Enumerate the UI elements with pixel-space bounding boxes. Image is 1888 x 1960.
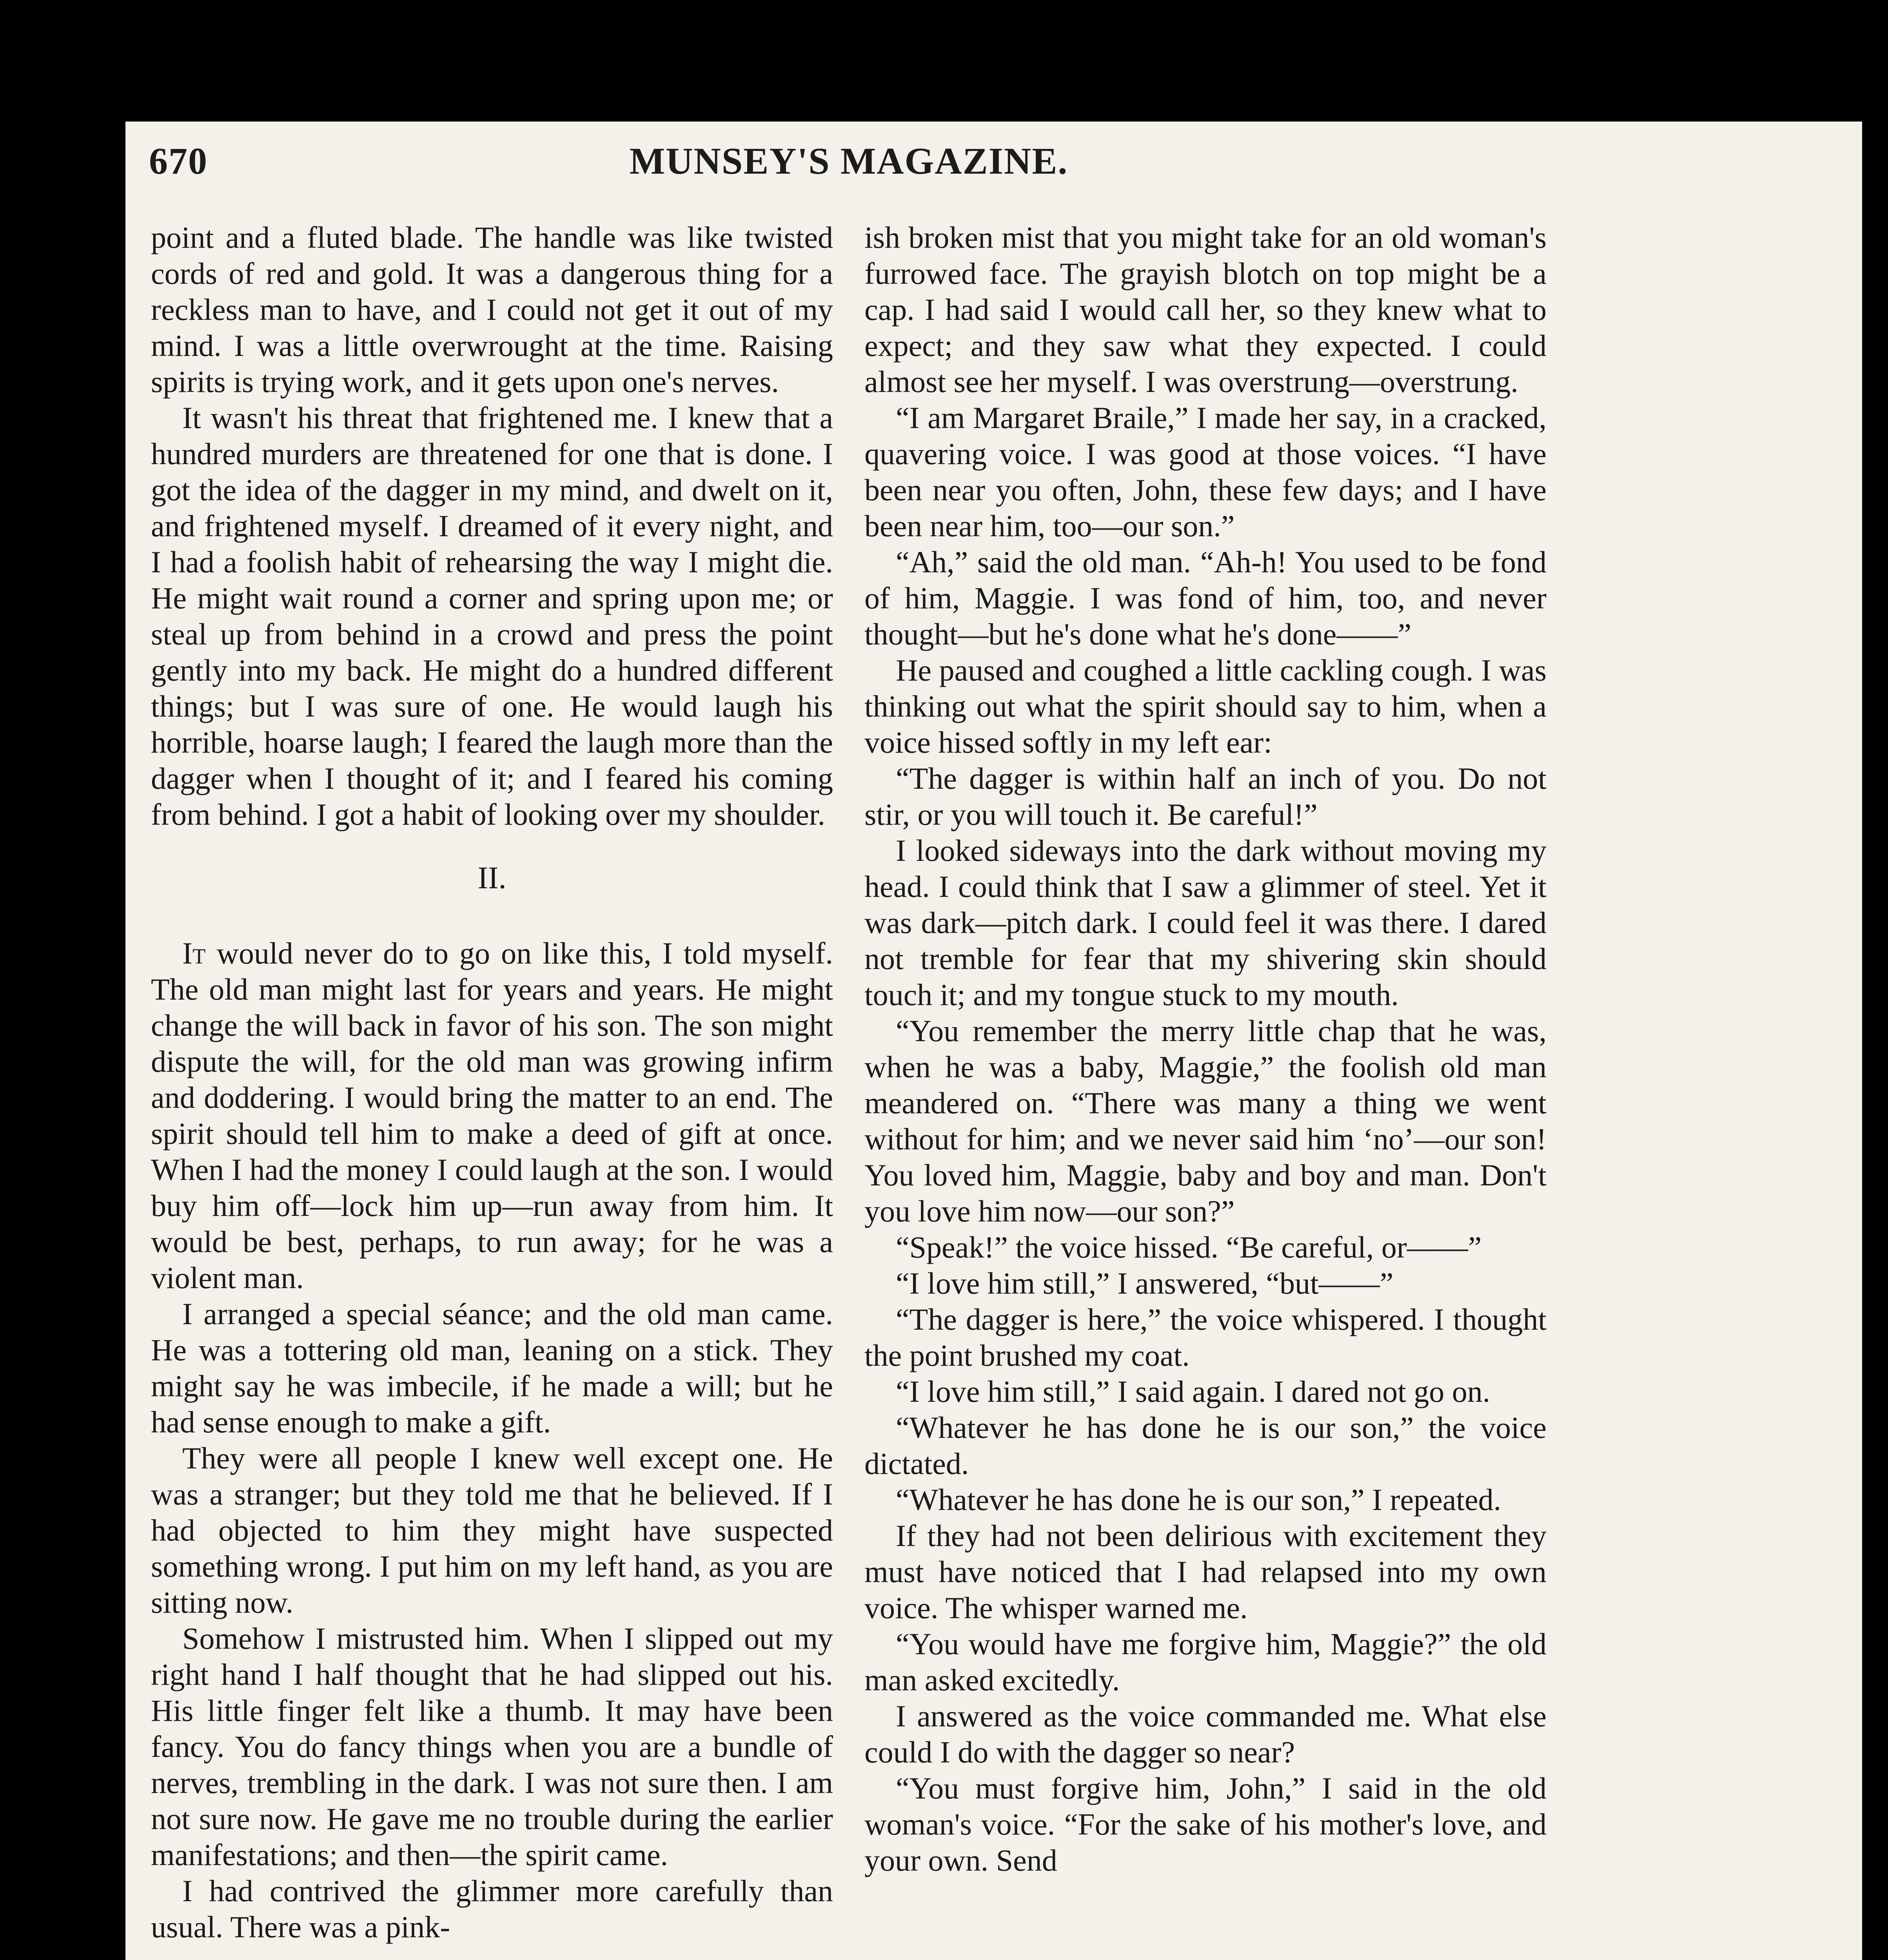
paragraph: “You remember the merry little chap that he was, when he was a baby, Maggie,” the foolish old man meandered on. “There was many a thing we went without for him; and we never said him ‘no’—our son! You loved him, Maggie, baby and boy and man. Don't you love him now—our son?” [864,1014,1547,1228]
paragraph: He paused and coughed a little cackling cough. I was thinking out what the spirit should say to him, when a voice hissed softly in my left ear: [864,653,1547,759]
paragraph: “The dagger is within half an inch of you. Do not stir, or you will touch it. Be careful!” [864,761,1547,831]
paragraph: Somehow I mistrusted him. When I slipped out my right hand I half thought that he had slipped out his. His little finger felt like a thumb. It may have been fancy. You do fancy things when you are a bundle of nerves, trembling in the dark. I was not sure then. I am not sure now. He gave me no trouble during the earlier manifestations; and then—the spirit came. [151,1621,833,1872]
section-heading: II. [477,861,506,895]
left-column [151,220,833,1945]
paragraph: I answered as the voice commanded me. What else could I do with the dagger so near? [864,1699,1547,1769]
paragraph: “Ah,” said the old man. “Ah-h! You used to be fond of him, Maggie. I was fond of him, too, and never thought—but he's done what he's done——” [864,545,1547,651]
paragraph: I looked sideways into the dark without moving my head. I could think that I saw a glimmer of steel. Yet it was dark—pitch dark. I could feel it was there. I dared not tremble for fear that my shivering skin should touch it; and my tongue stuck to my mouth. [864,833,1547,1012]
paragraph: “You would have me forgive him, Maggie?” the old man asked excitedly. [864,1627,1547,1697]
paragraph: “You must forgive him, John,” I said in the old woman's voice. “For the sake of his mother's love, and your own. Send [864,1771,1547,1877]
page-number: 670 [149,140,208,182]
section-opening-paragraph [151,935,833,1296]
paragraph: ish broken mist that you might take for an old woman's furrowed face. The grayish blotch on top might be a cap. I had said I would call her, so they knew what to expect; and they saw what they expected. I could almost see her myself. I was overstrung—overstrung. [864,220,1547,399]
paragraph: point and a fluted blade. The handle was like twisted cords of red and gold. It was a dangerous thing for a reckless man to have, and I could not get it out of my mind. I was a little overwrought at the time. Raising spirits is trying work, and it gets upon one's nerves. [151,220,833,399]
paragraph: They were all people I knew well except one. He was a stranger; but they told me that he believed. If I had objected to him they might have suspected something wrong. I put him on my left hand, as you are sitting now. [151,1441,833,1619]
paragraph: “Whatever he has done he is our son,” the voice dictated. [864,1410,1547,1481]
page-header [149,139,1549,206]
paragraph: “Speak!” the voice hissed. “Be careful, or——” [896,1230,1482,1264]
paragraph: I had contrived the glimmer more carefully than usual. There was a pink- [151,1874,833,1944]
paragraph: “The dagger is here,” the voice whispered. I thought the point brushed my coat. [864,1302,1547,1372]
drop-word: It [182,936,206,970]
paragraph: “I am Margaret Braile,” I made her say, in a cracked, quavering voice. I was good at those voices. “I have been near you often, John, these few days; and I have been near him, too—our son.” [864,401,1547,543]
right-column [864,220,1547,1878]
paragraph: It wasn't his threat that frightened me. I knew that a hundred murders are threatened for one that is done. I got the idea of the dagger in my mind, and dwelt on it, and frightened myself. I dreamed of it every night, and I had a foolish habit of rehearsing the way I might die. He might wait round a corner and spring upon me; or steal up from behind in a crowd and press the point gently into my back. He might do a hundred different things; but I was sure of one. He would laugh his horrible, hoarse laugh; I feared the laugh more than the dagger when I thought of it; and I feared his coming from behind. I got a habit of looking over my shoulder. [151,401,833,831]
paragraph: I arranged a special séance; and the old man came. He was a tottering old man, leaning on a stick. They might say he was imbecile, if he made a will; but he had sense enough to make a gift. [151,1297,833,1439]
running-head: MUNSEY'S MAGAZINE. [629,140,1068,182]
paragraph: “I love him still,” I answered, “but——” [896,1266,1394,1300]
paragraph: “Whatever he has done he is our son,” I repeated. [896,1483,1501,1517]
paragraph-text: would never do to go on like this, I told myself. The old man might last for years and years. He might change the will back in favor of his son. The son might dispute the will, for the old man was growing infirm and doddering. I would bring the matter to an end. The spirit should tell him to make a deed of gift at once. When I had the money I could laugh at the son. I would buy him off—lock him up—run away from him. It would be best, perhaps, to run away; for he was a violent man. [151,936,833,1295]
paragraph: “I love him still,” I said again. I dared not go on. [896,1374,1490,1408]
paragraph: If they had not been delirious with excitement they must have noticed that I had relapsed into my own voice. The whisper warned me. [864,1519,1547,1625]
